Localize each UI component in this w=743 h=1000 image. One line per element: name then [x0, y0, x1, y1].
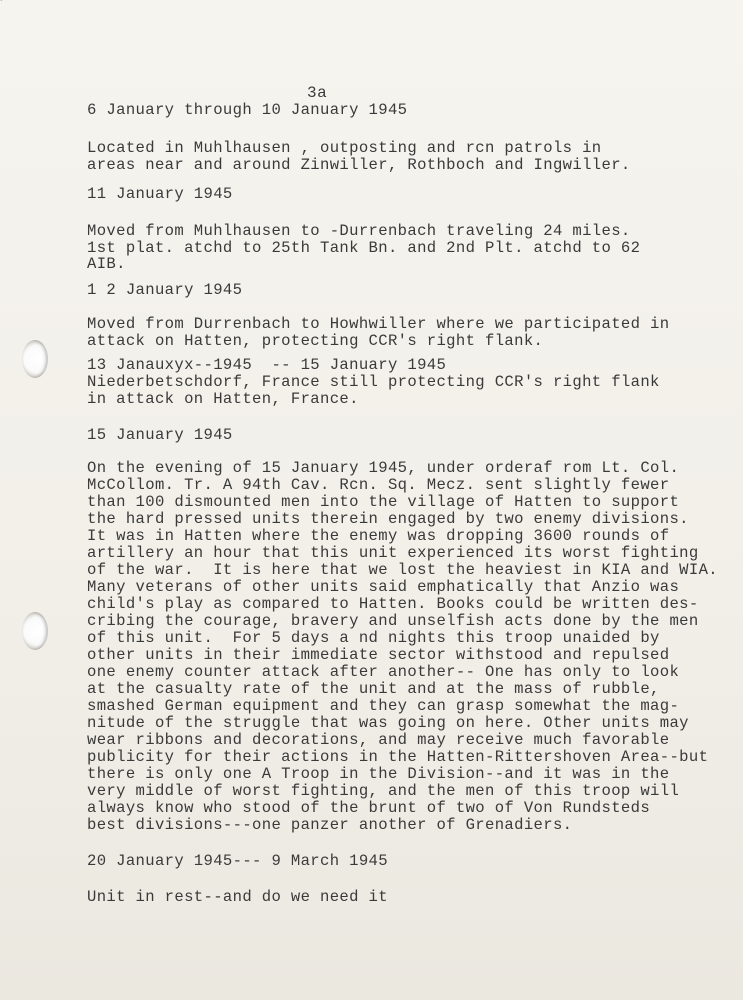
text-line: than 100 dismounted men into the village of Hatten to support — [87, 493, 680, 511]
text-line: other units in their immediate sector withstood and repulsed — [87, 646, 670, 664]
text-line: Many veterans of other units said emphatically that Anzio was — [87, 578, 680, 596]
punch-hole-lower — [22, 612, 48, 650]
text-line: Located in Muhlhausen , outposting and rcn patrols in — [87, 139, 602, 157]
text-line: the hard pressed units therein engaged by two enemy divisions. — [87, 510, 689, 528]
text-line: one enemy counter attack after another-- One has only to look — [87, 663, 680, 681]
text-line: at the casualty rate of the unit and at the mass of rubble, — [87, 680, 660, 698]
text-line: wear ribbons and decorations, and may receive much favorable — [87, 731, 670, 749]
page-edge-mark — [0, 0, 13, 1]
text-line: Moved from Muhlhausen to -Durrenbach traveling 24 miles. — [87, 222, 631, 240]
text-line: cribing the courage, bravery and unselfish acts done by the men — [87, 612, 699, 630]
date-heading: 6 January through 10 January 1945 — [87, 101, 408, 119]
date-heading: 1 2 January 1945 — [87, 281, 243, 299]
text-line: 1st plat. atchd to 25th Tank Bn. and 2nd Plt. atchd to 62 — [87, 239, 641, 257]
text-line: On the evening of 15 January 1945, under orderaf rom Lt. Col. — [87, 459, 680, 477]
text-line: of this unit. For 5 days a nd nights this troop unaided by — [87, 629, 660, 647]
date-heading: 15 January 1945 — [87, 426, 233, 444]
text-line: artillery an hour that this unit experienced its worst fighting — [87, 544, 699, 562]
text-line: there is only one A Troop in the Division--and it was in the — [87, 765, 670, 783]
punch-hole-upper — [22, 340, 48, 378]
date-heading: 20 January 1945--- 9 March 1945 — [87, 852, 388, 870]
text-line: best divisions---one panzer another of Grenadiers. — [87, 816, 573, 834]
text-line: always know who stood of the brunt of two of Von Rundsteds — [87, 799, 651, 817]
text-line: Niederbetschdorf, France still protecting CCR's right flank — [87, 373, 660, 391]
text-line: nitude of the struggle that was going on here. Other units may — [87, 714, 689, 732]
date-heading: 11 January 1945 — [87, 185, 233, 203]
text-line: smashed German equipment and they can grasp somewhat the mag- — [87, 697, 680, 715]
text-line: Unit in rest--and do we need it — [87, 888, 388, 906]
text-line: child's play as compared to Hatten. Books could be written des- — [87, 595, 699, 613]
text-line: of the war. It is here that we lost the heaviest in KIA and WIA. — [87, 561, 719, 579]
text-line: publicity for their actions in the Hatten-Rittershoven Area--but — [87, 748, 709, 766]
text-line: Moved from Durrenbach to Howhwiller where we participated in — [87, 315, 670, 333]
text-line: in attack on Hatten, France. — [87, 390, 359, 408]
text-line: areas near and around Zinwiller, Rothboch and Ingwiller. — [87, 156, 631, 174]
text-line: very middle of worst fighting, and the men of this troop will — [87, 782, 680, 800]
page-number: 3a — [307, 84, 328, 102]
text-line: McCollom. Tr. A 94th Cav. Rcn. Sq. Mecz. sent slightly fewer — [87, 476, 670, 494]
date-heading: 13 Janauxyx--1945 -- 15 January 1945 — [87, 356, 447, 374]
text-line: AIB. — [87, 255, 126, 273]
text-line: It was in Hatten where the enemy was dropping 3600 rounds of — [87, 527, 670, 545]
text-line: attack on Hatten, protecting CCR's right flank. — [87, 332, 544, 350]
